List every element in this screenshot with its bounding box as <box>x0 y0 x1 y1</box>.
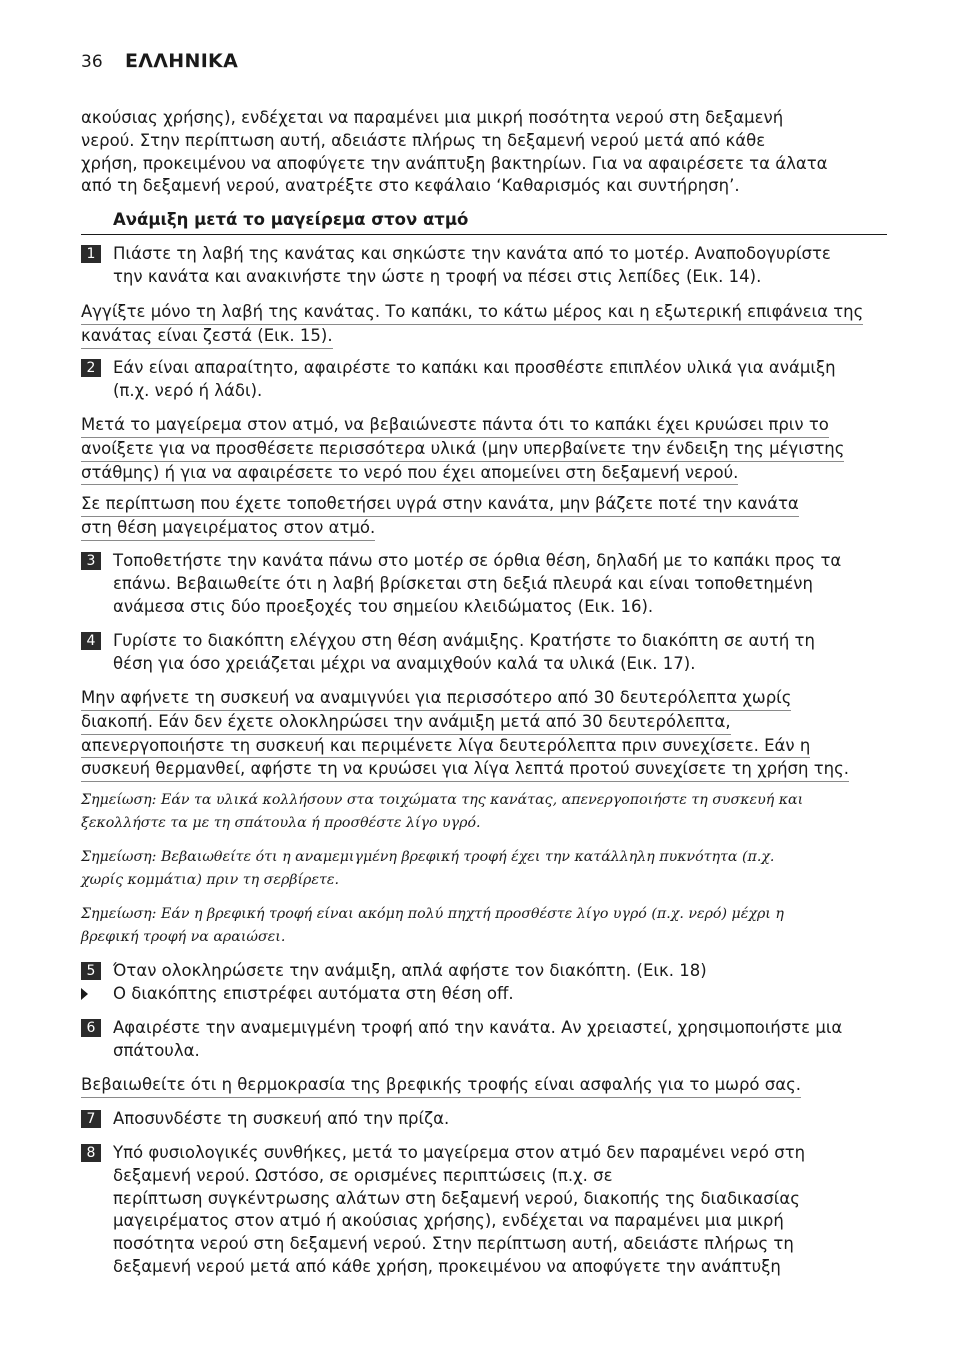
step-line: δεξαμενή νερού. Ωστόσο, σε ορισμένες περιπτώσεις (π.χ. σε <box>113 1165 613 1185</box>
step-line: ανάμεσα στις δύο προεξοχές του σημείου κλειδώματος (Εικ. 16). <box>113 596 654 616</box>
warning-text <box>81 687 849 782</box>
language-title: ΕΛΛΗΝΙΚΑ <box>125 50 239 72</box>
step-number: 6 <box>81 1019 101 1037</box>
step-number: 5 <box>81 962 101 980</box>
warning-text <box>81 493 799 541</box>
step-line: την κανάτα και ανακινήστε την ώστε η τροφή να πέσει στις λεπίδες (Εικ. 14). <box>113 266 762 286</box>
step-1 <box>81 243 887 289</box>
step-line: Αποσυνδέστε τη συσκευή από την πρίζα. <box>113 1109 450 1128</box>
note-line: Σημείωση: Βεβαιωθείτε ότι η αναμεμιγμένη βρεφική τροφή έχει την κατάλληλη πυκνότητα (π.χ. <box>81 849 775 865</box>
step-line: σπάτουλα. <box>113 1040 200 1060</box>
note-line: χωρίς κομμάτια) πριν τη σερβίρετε. <box>81 872 339 888</box>
step-line: Αφαιρέστε την αναμεμιγμένη τροφή από την κανάτα. Αν χρειαστεί, χρησιμοποιήστε μια <box>113 1018 843 1037</box>
step-line: δεξαμενή νερού μετά από κάθε χρήση, προκειμένου να αποφύγετε την ανάπτυξη <box>113 1256 781 1276</box>
intro-line: νερού. Στην περίπτωση αυτή, αδειάστε πλήρως τη δεξαμενή νερού μετά από κάθε <box>81 130 766 150</box>
warning-line: απενεργοποιήστε τη συσκευή και περιμένετε λίγα δευτερόλεπτα πριν συνεχίσετε. Εάν η <box>81 735 810 759</box>
section-heading: Ανάμιξη μετά το μαγείρεμα στον ατμό <box>113 210 469 229</box>
warning-text <box>81 414 844 485</box>
section-divider <box>81 234 887 235</box>
note-text <box>81 903 887 949</box>
step-line: (π.χ. νερό ή λάδι). <box>113 380 263 400</box>
step-number: 7 <box>81 1110 101 1128</box>
warning-line: Σε περίπτωση που έχετε τοποθετήσει υγρά στην κανάτα, μην βάζετε ποτέ την κανάτα <box>81 493 799 517</box>
step-3 <box>81 550 887 618</box>
warning-line: διακοπή. Εάν δεν έχετε ολοκληρώσει την ανάμιξη μετά από 30 δευτερόλεπτα, <box>81 711 731 735</box>
step-8 <box>81 1142 887 1279</box>
step-line: μαγειρέματος στον ατμό ή ακούσιας χρήσης), ενδέχεται να παραμένει μια μικρή <box>113 1211 784 1231</box>
step-line: περίπτωση συγκέντρωσης αλάτων στη δεξαμενή νερού, διακοπής της διαδικασίας <box>113 1188 800 1208</box>
warning-text <box>81 1074 801 1098</box>
step-number: 3 <box>81 552 101 570</box>
warning-line: Μετά το μαγείρεμα στον ατμό, να βεβαιώνεστε πάντα ότι το καπάκι έχει κρυώσει πριν το <box>81 414 829 438</box>
warning-line: στάθμης) ή για να αφαιρέσετε το νερό που έχει απομείνει στη δεξαμενή νερού. <box>81 462 738 486</box>
result-text: Ο διακόπτης επιστρέφει αυτόματα στη θέση off. <box>113 984 514 1003</box>
step-line: ποσότητα νερού στη δεξαμενή νερού. Στην περίπτωση αυτή, αδειάστε πλήρως τη <box>113 1234 794 1254</box>
step-line: θέση για όσο χρειάζεται μέχρι να αναμιχθούν καλά τα υλικά (Εικ. 17). <box>113 653 696 673</box>
note-line: βρεφική τροφή να αραιώσει. <box>81 929 286 945</box>
step-2 <box>81 357 887 403</box>
warning-line: Μην αφήνετε τη συσκευή να αναμιγνύει για περισσότερο από 30 δευτερόλεπτα χωρίς <box>81 687 791 711</box>
step-number: 4 <box>81 632 101 650</box>
warning-line: ανοίξετε για να προσθέσετε περισσότερα υλικά (μην υπερβαίνετε την ένδειξη της μέγιστης <box>81 438 844 462</box>
intro-line: χρήση, προκειμένου να αποφύγετε την ανάπτυξη βακτηρίων. Για να αφαιρέσετε τα άλατα <box>81 153 828 173</box>
warning-line: στη θέση μαγειρέματος στον ατμό. <box>81 517 375 541</box>
warning-text <box>81 301 863 349</box>
step-line: Πιάστε τη λαβή της κανάτας και σηκώστε την κανάτα από το μοτέρ. Αναποδογυρίστε <box>113 244 831 263</box>
step-line: επάνω. Βεβαιωθείτε ότι η λαβή βρίσκεται στη δεξιά πλευρά και είναι τοποθετημένη <box>113 573 813 593</box>
triangle-bullet-icon <box>81 988 88 1000</box>
intro-line: από τη δεξαμενή νερού, ανατρέξτε στο κεφάλαιο ‘Καθαρισμός και συντήρηση’. <box>81 176 740 196</box>
page-number: 36 <box>81 52 103 72</box>
step-6 <box>81 1017 887 1063</box>
warning-line: κανάτας είναι ζεστά (Εικ. 15). <box>81 325 333 349</box>
warning-line: Βεβαιωθείτε ότι η θερμοκρασία της βρεφικής τροφής είναι ασφαλής για το μωρό σας. <box>81 1074 801 1098</box>
step-number: 1 <box>81 245 101 263</box>
intro-paragraph <box>81 107 887 198</box>
warning-line: συσκευή θερμανθεί, αφήστε τη να κρυώσει για λίγα λεπτά προτού συνεχίσετε τη χρήση της. <box>81 758 849 782</box>
step-4 <box>81 630 887 676</box>
step-line: Υπό φυσιολογικές συνθήκες, μετά το μαγείρεμα στον ατμό δεν παραμένει νερό στη <box>113 1143 806 1162</box>
note-line: Σημείωση: Εάν τα υλικά κολλήσουν στα τοιχώματα της κανάτας, απενεργοποιήστε τη συσκευή και <box>81 792 804 808</box>
note-line: Σημείωση: Εάν η βρεφική τροφή είναι ακόμη πολύ πηχτή προσθέστε λίγο υγρό (π.χ. νερό) μέχρι η <box>81 906 784 922</box>
step-line: Τοποθετήστε την κανάτα πάνω στο μοτέρ σε όρθια θέση, δηλαδή με το καπάκι προς τα <box>113 551 842 570</box>
step-line: Εάν είναι απαραίτητο, αφαιρέστε το καπάκι και προσθέστε επιπλέον υλικά για ανάμιξη <box>113 358 836 377</box>
note-line: ξεκολλήστε τα με τη σπάτουλα ή προσθέστε λίγο υγρό. <box>81 815 481 831</box>
step-line: Γυρίστε το διακόπτη ελέγχου στη θέση ανάμιξης. Κρατήστε το διακόπτη σε αυτή τη <box>113 631 815 650</box>
step-number: 2 <box>81 359 101 377</box>
intro-line: ακούσιας χρήσης), ενδέχεται να παραμένει μια μικρή ποσότητα νερού στη δεξαμενή <box>81 108 784 127</box>
result-bullet <box>81 983 514 1006</box>
step-5 <box>81 960 887 983</box>
note-text <box>81 846 887 892</box>
step-line: Όταν ολοκληρώσετε την ανάμιξη, απλά αφήστε τον διακόπτη. (Εικ. 18) <box>113 961 707 980</box>
note-text <box>81 789 887 835</box>
step-number: 8 <box>81 1144 101 1162</box>
warning-line: Αγγίξτε μόνο τη λαβή της κανάτας. Το καπάκι, το κάτω μέρος και η εξωτερική επιφάνεια της <box>81 301 863 325</box>
step-7 <box>81 1108 887 1131</box>
